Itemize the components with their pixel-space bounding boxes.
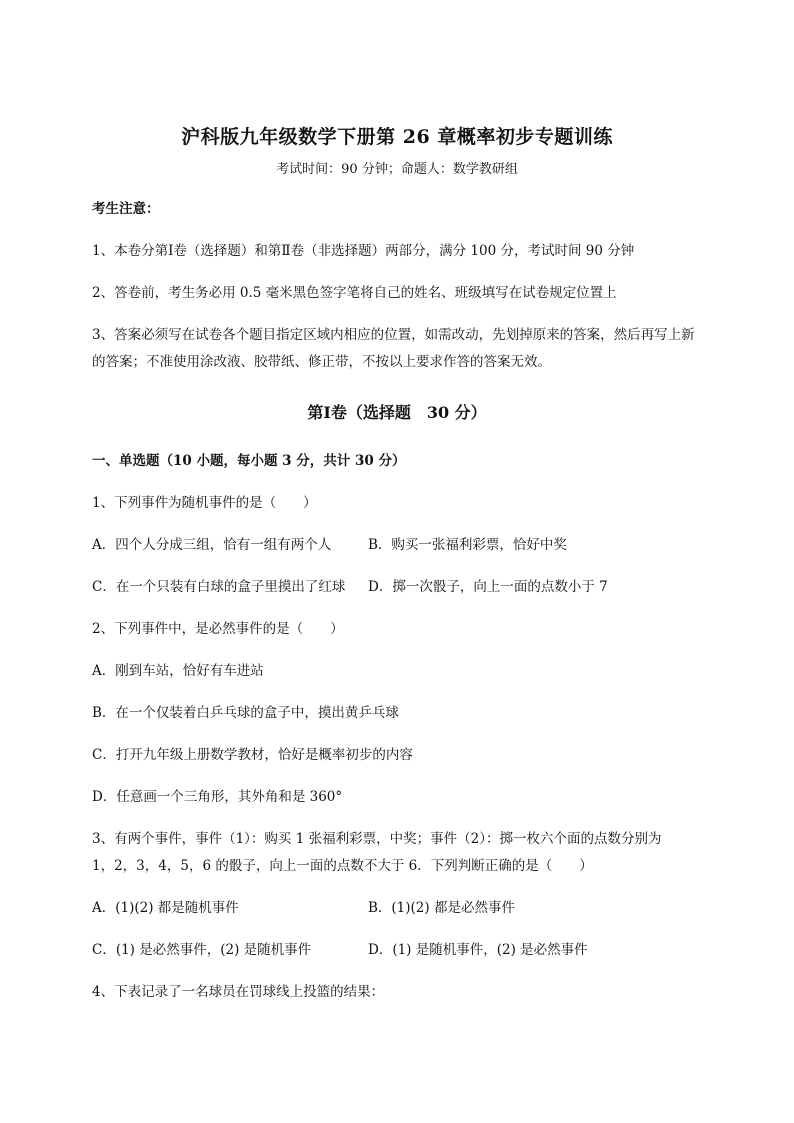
section-title: 第Ⅰ卷（选择题 30 分） — [307, 403, 487, 422]
question-2-option-c: C．打开九年级上册数学教材，恰好是概率初步的内容 — [92, 747, 413, 763]
question-2-option-b: B．在一个仅装着白乒乓球的盒子中，摸出黄乒乓球 — [92, 705, 399, 721]
question-3-stem: 3、有两个事件，事件（1）：购买 1 张福利彩票，中奖；事件（2）：掷一枚六个面的点数分别为 — [92, 831, 662, 847]
question-1-stem: 1、下列事件为随机事件的是（ ） — [92, 495, 317, 511]
part-heading: 一、单选题（10 小题，每小题 3 分，共计 30 分） — [92, 453, 406, 469]
question-1-option-b: B．购买一张福利彩票，恰好中奖 — [368, 537, 567, 553]
question-4-stem: 4、下表记录了一名球员在罚球线上投篮的结果： — [92, 984, 385, 1000]
question-1-option-d: D．掷一次骰子，向上一面的点数小于 7 — [368, 579, 608, 595]
question-2-stem: 2、下列事件中，是必然事件的是（ ） — [92, 621, 344, 637]
page-title: 沪科版九年级数学下册第 26 章概率初步专题训练 — [181, 126, 613, 148]
question-2-option-a: A．刚到车站，恰好有车进站 — [92, 663, 264, 679]
notice-item-1: 1、本卷分第Ⅰ卷（选择题）和第Ⅱ卷（非选择题）两部分，满分 100 分，考试时间 90 分钟 — [92, 243, 635, 259]
question-3-option-c: C．(1) 是必然事件，(2) 是随机事件 — [92, 942, 312, 958]
question-1-option-a: A．四个人分成三组，恰有一组有两个人 — [92, 537, 332, 553]
question-2-option-d: D．任意画一个三角形，其外角和是 360° — [92, 789, 343, 805]
notice-heading: 考生注意： — [92, 201, 160, 217]
question-3-option-d: D．(1) 是随机事件，(2) 是必然事件 — [368, 942, 588, 958]
exam-info: 考试时间：90 分钟；命题人：数学教研组 — [276, 162, 518, 177]
question-3-option-b: B．(1)(2) 都是必然事件 — [368, 900, 515, 916]
question-1-option-c: C．在一个只装有白球的盒子里摸出了红球 — [92, 579, 346, 595]
notice-item-3-cont: 的答案；不准使用涂改液、胶带纸、修正带，不按以上要求作答的答案无效。 — [92, 354, 551, 370]
question-3-stem-cont: 1，2，3，4，5，6 的骰子，向上一面的点数不大于 6．下列判断正确的是（ ） — [92, 858, 593, 874]
notice-item-2: 2、答卷前，考生务必用 0.5 毫米黑色签字笔将自己的姓名、班级填写在试卷规定位置上 — [92, 285, 617, 301]
notice-item-3: 3、答案必须写在试卷各个题目指定区域内相应的位置，如需改动，先划掉原来的答案，然后再写上新 — [92, 327, 695, 343]
question-3-option-a: A．(1)(2) 都是随机事件 — [92, 900, 239, 916]
